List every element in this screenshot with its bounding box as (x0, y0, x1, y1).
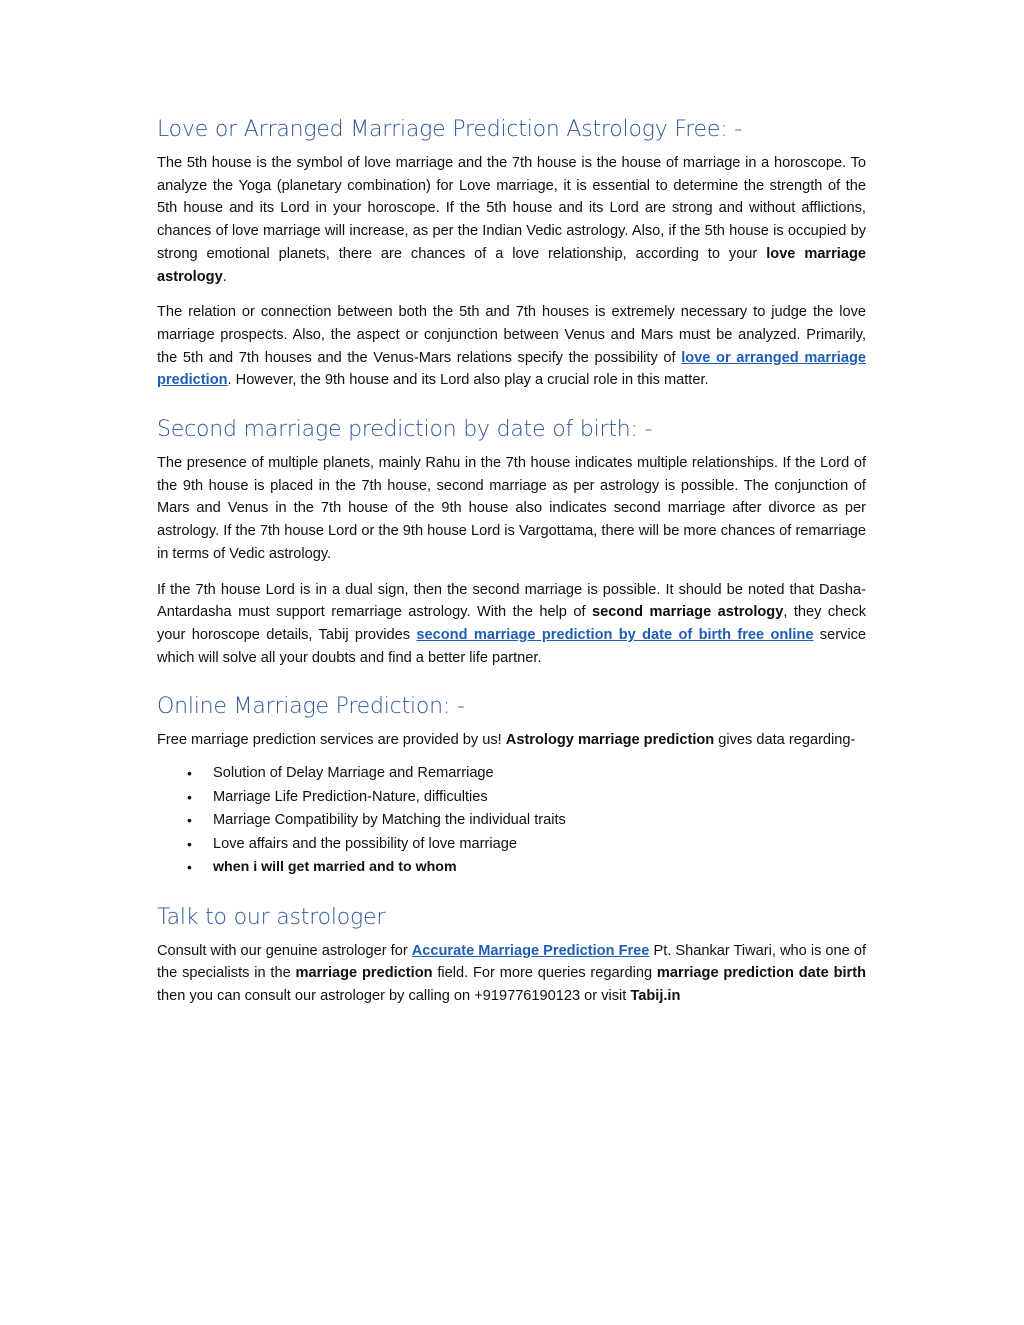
heading-talk-astrologer: Talk to our astrologer (157, 904, 386, 930)
text-run: . (222, 268, 227, 285)
list-item (187, 809, 866, 833)
bullet-icon: • (187, 812, 192, 829)
text-run: gives data regarding- (714, 732, 856, 749)
list-item-text: when i will get married and to whom (213, 859, 457, 876)
text-run: , they check your horoscope details, Tabij provides (157, 604, 867, 643)
section-second-marriage (157, 412, 866, 669)
bold-tabij-in: Tabij.in (630, 987, 681, 1004)
list-item (187, 833, 866, 857)
bullet-icon: • (187, 835, 192, 852)
bullet-icon: • (187, 788, 192, 805)
paragraph-second-1: The presence of multiple planets, mainly Rahu in the 7th house indicates multiple relationships. If the Lord of the 9th house is placed in the 7th house, second marriage as per astrology is possible. The conjunction of Mars and Venus in the 7th house of the 9th house also indicates second marriage after divorce as per astrology. If the 7th house Lord or the 9th house Lord is Vargottama, there will be more chances of remarriage in terms of Vedic astrology. (157, 455, 866, 562)
list-item (187, 856, 866, 880)
section-online-prediction (157, 689, 866, 879)
paragraph-love-2 (157, 301, 866, 392)
text-run: . However, the 9th house and its Lord also play a crucial role in this matter. (227, 372, 709, 389)
services-list (157, 762, 866, 880)
section-talk-astrologer (157, 900, 866, 1008)
text-run: Consult with our genuine astrologer for (157, 942, 412, 959)
text-run: The relation or connection between both the 5th and 7th houses is extremely necessary to judge the love marriage prospects. Also, the aspect or conjunction between Venus and Mars must be analyzed. Primarily, the 5th and 7th houses and the Venus-Mars relations specify the possibility of (157, 304, 866, 366)
text-run: The 5th house is the symbol of love marriage and the 7th house is the house of marriage in a horoscope. To analyze the Yoga (planetary combination) for Love marriage, it is essential to determine the strength of the 5th house and its Lord in your horoscope. If the 5th house and its Lord are strong and without afflictions, chances of love marriage will increase, as per the Indian Vedic astrology. Also, if the 5th house is occupied by strong emotional planets, there are chances of a love relationship, according to your (157, 155, 866, 262)
text-run: Free marriage prediction services are provided by us! (157, 732, 506, 749)
bold-astrology-marriage-prediction: Astrology marriage prediction (505, 732, 715, 749)
list-item-text: Love affairs and the possibility of love marriage (213, 835, 517, 852)
paragraph-online-1 (157, 729, 866, 752)
document-page (157, 112, 866, 1021)
link-accurate-marriage-prediction[interactable]: Accurate Marriage Prediction Free (411, 942, 650, 959)
paragraph-love-1 (157, 152, 866, 288)
bold-second-marriage-astrology: second marriage astrology (592, 604, 784, 621)
bold-marriage-prediction-date-birth: marriage prediction date birth (656, 965, 866, 982)
bullet-icon: • (187, 859, 192, 876)
list-item (187, 762, 866, 786)
list-item-text: Solution of Delay Marriage and Remarriage (213, 765, 494, 782)
heading-second-marriage: Second marriage prediction by date of birth: - (157, 417, 653, 443)
text-run: If the 7th house Lord is in a dual sign, then the second marriage is possible. It should be noted that Dasha-Antardasha must support remarriage astrology. With the help of (157, 581, 866, 621)
paragraph-second-2 (157, 579, 866, 670)
heading-online-prediction: Online Marriage Prediction: - (157, 694, 465, 720)
list-item (187, 786, 866, 810)
link-second-marriage-prediction[interactable]: second marriage prediction by date of birth free online (416, 626, 814, 643)
bold-marriage-prediction: marriage prediction (295, 965, 433, 982)
list-item-text: Marriage Compatibility by Matching the individual traits (213, 812, 566, 829)
list-item-text: Marriage Life Prediction-Nature, difficulties (213, 788, 488, 805)
bold-love-marriage-astrology: love marriage astrology (157, 245, 866, 285)
bullet-icon: • (187, 765, 192, 782)
link-love-arranged-prediction[interactable]: love or arranged marriage prediction (157, 349, 866, 389)
text-run: then you can consult our astrologer by calling on +919776190123 or visit (157, 987, 631, 1004)
section-love-arranged (157, 112, 866, 392)
text-run: field. For more queries regarding (432, 965, 657, 982)
text-run: Pt. Shankar Tiwari, who is one of the specialists in the (157, 942, 867, 982)
text-run: service which will solve all your doubts and find a better life partner. (157, 626, 867, 666)
heading-love-arranged: Love or Arranged Marriage Prediction Astrology Free: - (157, 117, 742, 142)
paragraph-talk-1 (157, 940, 866, 1008)
